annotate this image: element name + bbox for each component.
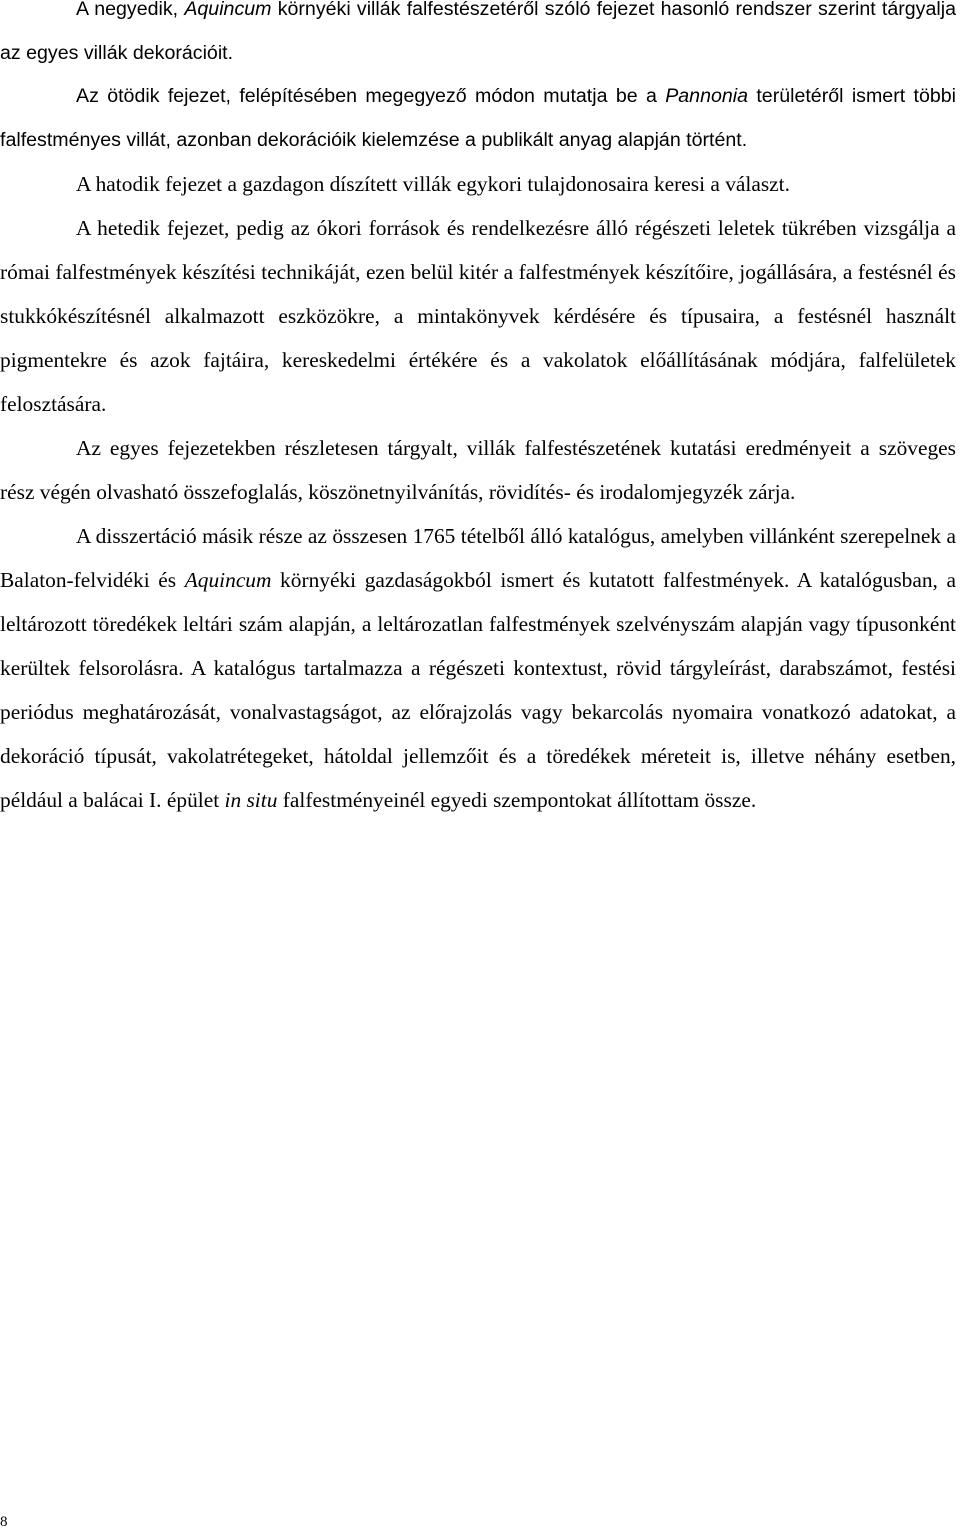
text-segment: falfestményeinél egyedi szempontokat állítottam össze.	[277, 788, 757, 812]
text-segment: környéki villák falfestészetéről szóló fejezet hasonló rendszer szerint tárgyalja az egyes villák dekorációit.	[0, 0, 956, 64]
paragraph-1	[0, 0, 956, 75]
paragraph-6	[0, 514, 956, 822]
italic-term: in situ	[224, 788, 278, 812]
paragraph-4	[0, 206, 956, 426]
page-number: 8	[0, 1514, 8, 1530]
italic-term: Aquincum	[184, 568, 272, 592]
italic-term: Pannonia	[665, 85, 749, 107]
paragraph-2	[0, 75, 956, 162]
text-segment: A hetedik fejezet, pedig az ókori források és rendelkezésre álló régészeti leletek tükrében vizsgálja a római falfestmények készítési technikáját, ezen belül kitér a falfestmények készítőire, jogállására, a festésnél és stukkókészítésnél alkalmazott eszközökre, a mintakönyvek kérdésére és típusaira, a festésnél használt pigmentekre és azok fajtáira, kereskedelmi értékére és a vakolatok előállításának módjára, falfelületek felosztására.	[0, 216, 956, 416]
text-segment: területéről ismert többi falfestményes villát, azonban dekorációik kielemzése a publikált anyag alapján történt.	[0, 85, 956, 151]
text-segment: környéki gazdaságokból ismert és kutatott falfestmények. A katalógusban, a leltározott töredékek leltári szám alapján, a leltározatlan falfestmények szelvényszám alapján vagy típusonként kerültek felsorolásra. A katalógus tartalmazza a régészeti kontextust, rövid tárgyleírást, darabszámot, festési periódus meghatározását, vonalvastagságot, az előrajzolás vagy bekarcolás nyomaira vonatkozó adatokat, a dekoráció típusát, vakolatrétegeket, hátoldal jellemzőit és a töredékek méreteit is, illetve néhány esetben, például a balácai I. épület	[0, 568, 956, 812]
text-segment: Az ötödik fejezet, felépítésében megegyező módon mutatja be a	[76, 85, 666, 107]
paragraph-3	[0, 162, 956, 206]
text-segment: A disszertáció másik része az összesen 1765 tételből álló katalógus, amelyben villánként szerepelnek a Balaton-felvidéki és	[0, 524, 956, 592]
text-segment: Az egyes fejezetekben részletesen tárgyalt, villák falfestészetének kutatási eredményeit a szöveges rész végén olvasható összefoglalás, köszönetnyilvánítás, rövidítés- és irodalomjegyzék zárja.	[0, 436, 956, 504]
paragraph-5	[0, 426, 956, 514]
text-segment: A negyedik,	[76, 0, 185, 20]
text-segment: A hatodik fejezet a gazdagon díszített villák egykori tulajdonosaira keresi a választ.	[76, 172, 790, 196]
italic-term: Aquincum	[184, 0, 272, 20]
